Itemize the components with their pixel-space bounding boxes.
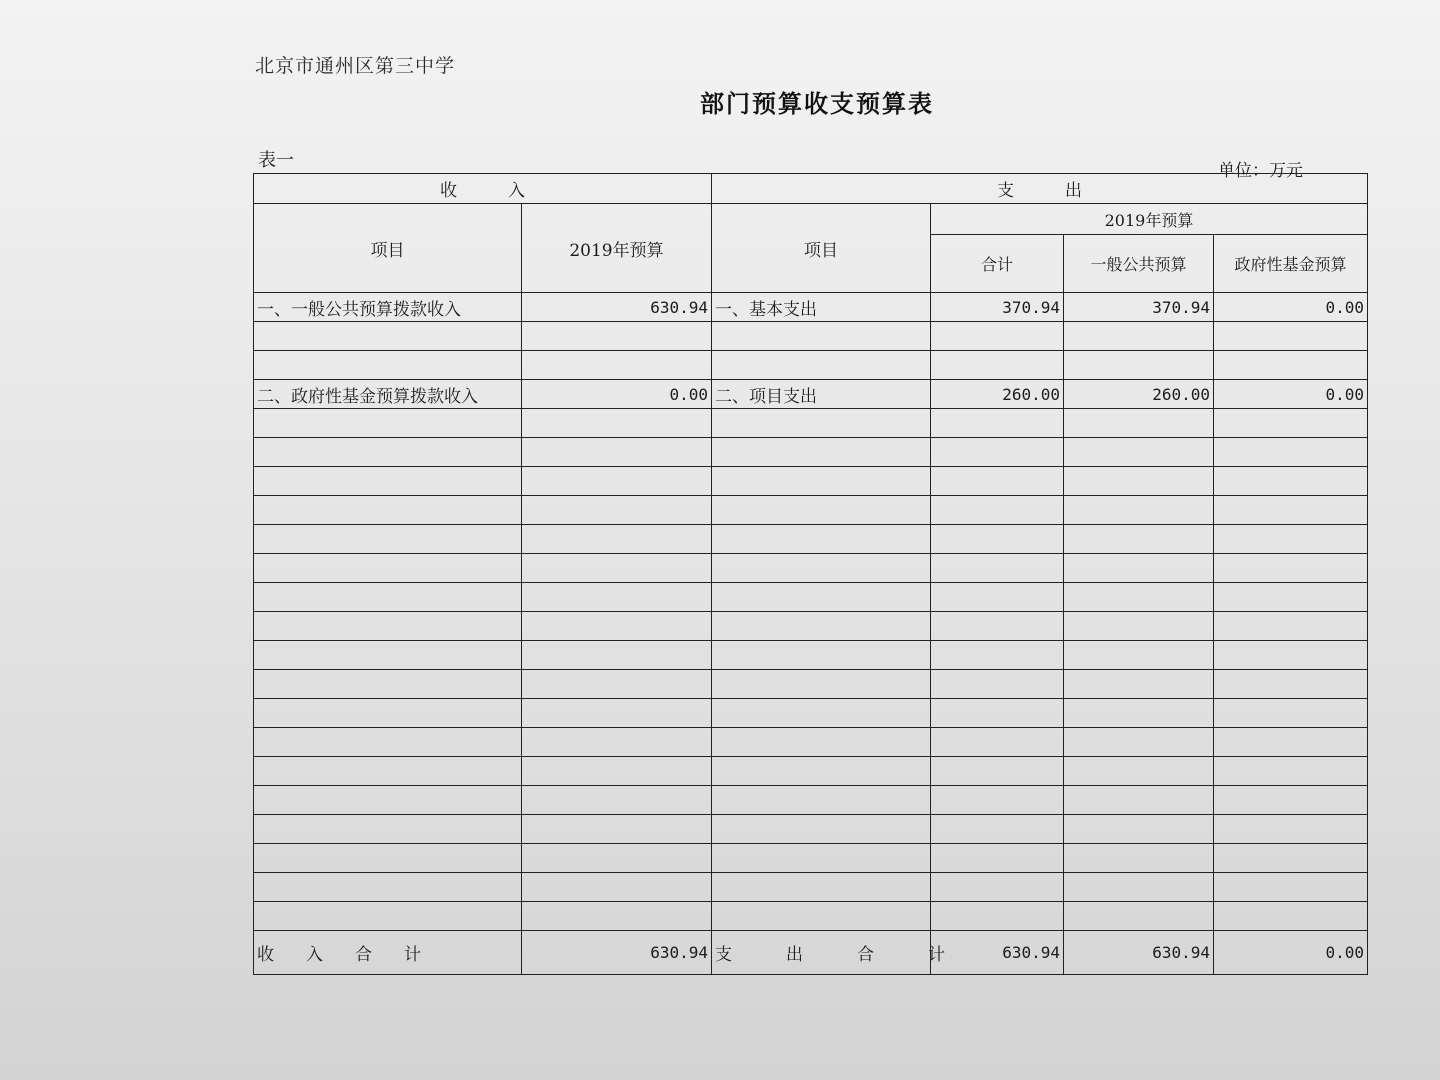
expense-section-header: 支 出	[712, 174, 1368, 204]
expense-general-total-value: 630.94	[1064, 931, 1214, 975]
expense-item-cell	[712, 728, 931, 757]
income-budget-cell	[522, 844, 712, 873]
expense-total-cell	[931, 322, 1064, 351]
expense-general-cell	[1064, 612, 1214, 641]
expense-general-cell	[1064, 728, 1214, 757]
expense-fund-cell	[1214, 699, 1368, 728]
table-row	[254, 873, 1368, 902]
income-budget-cell	[522, 786, 712, 815]
expense-general-cell	[1064, 351, 1214, 380]
expense-item-cell	[712, 525, 931, 554]
income-budget-cell	[522, 670, 712, 699]
income-item-cell	[254, 728, 522, 757]
table-row	[254, 438, 1368, 467]
income-item-cell: 一、一般公共预算拨款收入	[254, 293, 522, 322]
expense-item-cell	[712, 873, 931, 902]
expense-fund-cell	[1214, 322, 1368, 351]
expense-total-cell	[931, 554, 1064, 583]
expense-item-cell	[712, 844, 931, 873]
expense-fund-cell	[1214, 351, 1368, 380]
expense-total-label: 支出合计	[712, 931, 931, 975]
income-budget-cell	[522, 409, 712, 438]
table-row	[254, 699, 1368, 728]
income-budget-cell	[522, 902, 712, 931]
expense-general-cell	[1064, 322, 1214, 351]
expense-general-cell	[1064, 670, 1214, 699]
expense-item-header: 项目	[712, 204, 931, 293]
expense-total-cell	[931, 670, 1064, 699]
income-item-cell	[254, 322, 522, 351]
expense-item-cell	[712, 496, 931, 525]
expense-fund-cell	[1214, 815, 1368, 844]
table-row	[254, 380, 1368, 409]
income-item-cell	[254, 467, 522, 496]
organization-name: 北京市通州区第三中学	[255, 55, 456, 77]
expense-fund-cell	[1214, 728, 1368, 757]
table-row	[254, 612, 1368, 641]
table-row	[254, 583, 1368, 612]
income-item-cell	[254, 670, 522, 699]
expense-total-cell	[931, 815, 1064, 844]
expense-fund-cell	[1214, 525, 1368, 554]
expense-fund-cell	[1214, 467, 1368, 496]
income-budget-cell: 630.94	[522, 293, 712, 322]
expense-fund-cell	[1214, 844, 1368, 873]
income-item-cell: 二、政府性基金预算拨款收入	[254, 380, 522, 409]
income-budget-cell	[522, 351, 712, 380]
expense-item-cell	[712, 554, 931, 583]
expense-total-cell	[931, 902, 1064, 931]
income-section-header: 收 入	[254, 174, 712, 204]
expense-fund-total-value: 0.00	[1214, 931, 1368, 975]
income-item-header: 项目	[254, 204, 522, 293]
income-total-label: 收入合计	[254, 931, 522, 975]
table-row	[254, 322, 1368, 351]
table-row	[254, 786, 1368, 815]
expense-fund-cell	[1214, 757, 1368, 786]
table-row	[254, 351, 1368, 380]
expense-total-cell	[931, 525, 1064, 554]
expense-fund-cell	[1214, 496, 1368, 525]
expense-general-cell	[1064, 873, 1214, 902]
budget-table	[253, 173, 1368, 975]
expense-general-cell	[1064, 844, 1214, 873]
document-title: 部门预算收支预算表	[700, 89, 934, 118]
table-row	[254, 670, 1368, 699]
income-item-cell	[254, 583, 522, 612]
expense-fund-cell: 0.00	[1214, 293, 1368, 322]
expense-total-cell	[931, 728, 1064, 757]
expense-fund-cell	[1214, 554, 1368, 583]
expense-general-cell	[1064, 641, 1214, 670]
expense-total-cell	[931, 467, 1064, 496]
table-row	[254, 554, 1368, 583]
expense-item-cell	[712, 467, 931, 496]
expense-item-cell: 一、基本支出	[712, 293, 931, 322]
expense-general-cell	[1064, 815, 1214, 844]
totals-row	[254, 931, 1368, 975]
expense-total-cell: 260.00	[931, 380, 1064, 409]
income-budget-cell	[522, 699, 712, 728]
income-budget-cell	[522, 467, 712, 496]
expense-general-cell	[1064, 554, 1214, 583]
expense-fund-cell	[1214, 612, 1368, 641]
expense-item-cell	[712, 351, 931, 380]
expense-general-cell	[1064, 786, 1214, 815]
expense-general-header: 一般公共预算	[1064, 235, 1214, 293]
expense-total-cell	[931, 612, 1064, 641]
expense-general-cell	[1064, 467, 1214, 496]
expense-item-cell	[712, 699, 931, 728]
expense-fund-cell	[1214, 583, 1368, 612]
expense-item-cell	[712, 902, 931, 931]
expense-fund-cell	[1214, 786, 1368, 815]
unit-label: 单位：万元	[1218, 161, 1303, 181]
income-budget-cell	[522, 728, 712, 757]
income-budget-cell	[522, 525, 712, 554]
expense-total-cell	[931, 641, 1064, 670]
table-number: 表一	[258, 150, 294, 171]
income-budget-header: 2019年预算	[522, 204, 712, 293]
expense-item-cell	[712, 815, 931, 844]
expense-total-value: 630.94	[931, 931, 1064, 975]
income-budget-cell	[522, 815, 712, 844]
income-budget-cell	[522, 873, 712, 902]
expense-total-cell	[931, 438, 1064, 467]
income-item-cell	[254, 641, 522, 670]
expense-total-cell	[931, 844, 1064, 873]
expense-general-cell	[1064, 525, 1214, 554]
income-budget-cell: 0.00	[522, 380, 712, 409]
income-item-cell	[254, 438, 522, 467]
income-budget-cell	[522, 438, 712, 467]
income-budget-cell	[522, 612, 712, 641]
expense-fund-header: 政府性基金预算	[1214, 235, 1368, 293]
expense-total-cell	[931, 351, 1064, 380]
table-row	[254, 525, 1368, 554]
expense-item-cell	[712, 583, 931, 612]
expense-fund-cell	[1214, 438, 1368, 467]
income-budget-cell	[522, 583, 712, 612]
expense-fund-cell	[1214, 670, 1368, 699]
income-item-cell	[254, 351, 522, 380]
expense-fund-cell	[1214, 902, 1368, 931]
expense-total-cell: 370.94	[931, 293, 1064, 322]
expense-general-cell	[1064, 757, 1214, 786]
table-row	[254, 293, 1368, 322]
expense-item-cell	[712, 438, 931, 467]
expense-item-cell	[712, 786, 931, 815]
table-row	[254, 409, 1368, 438]
income-item-cell	[254, 844, 522, 873]
income-budget-cell	[522, 496, 712, 525]
expense-item-cell	[712, 409, 931, 438]
expense-general-cell	[1064, 438, 1214, 467]
table-row	[254, 815, 1368, 844]
expense-total-cell	[931, 409, 1064, 438]
income-item-cell	[254, 496, 522, 525]
expense-item-cell: 二、项目支出	[712, 380, 931, 409]
expense-item-cell	[712, 757, 931, 786]
income-budget-cell	[522, 757, 712, 786]
expense-item-cell	[712, 670, 931, 699]
income-item-cell	[254, 873, 522, 902]
expense-budget-group-header: 2019年预算	[931, 204, 1368, 235]
expense-total-cell	[931, 583, 1064, 612]
table-row	[254, 641, 1368, 670]
table-row	[254, 467, 1368, 496]
expense-total-cell	[931, 496, 1064, 525]
expense-general-cell: 260.00	[1064, 380, 1214, 409]
expense-general-cell	[1064, 902, 1214, 931]
expense-total-cell	[931, 699, 1064, 728]
expense-total-cell	[931, 757, 1064, 786]
income-item-cell	[254, 815, 522, 844]
income-total-value: 630.94	[522, 931, 712, 975]
income-budget-cell	[522, 641, 712, 670]
column-header-row	[254, 204, 1368, 235]
expense-item-cell	[712, 641, 931, 670]
income-item-cell	[254, 902, 522, 931]
income-item-cell	[254, 525, 522, 554]
table-row	[254, 728, 1368, 757]
income-item-cell	[254, 786, 522, 815]
expense-general-cell	[1064, 409, 1214, 438]
expense-item-cell	[712, 612, 931, 641]
expense-fund-cell	[1214, 873, 1368, 902]
expense-item-cell	[712, 322, 931, 351]
section-header-row	[254, 174, 1368, 204]
expense-general-cell	[1064, 583, 1214, 612]
table-row	[254, 844, 1368, 873]
expense-general-cell	[1064, 699, 1214, 728]
expense-fund-cell: 0.00	[1214, 380, 1368, 409]
income-item-cell	[254, 612, 522, 641]
expense-total-cell	[931, 786, 1064, 815]
table-row	[254, 757, 1368, 786]
income-budget-cell	[522, 322, 712, 351]
income-item-cell	[254, 554, 522, 583]
income-item-cell	[254, 757, 522, 786]
table-row	[254, 902, 1368, 931]
income-item-cell	[254, 409, 522, 438]
expense-general-cell: 370.94	[1064, 293, 1214, 322]
expense-total-cell	[931, 873, 1064, 902]
expense-general-cell	[1064, 496, 1214, 525]
income-budget-cell	[522, 554, 712, 583]
table-row	[254, 496, 1368, 525]
expense-total-header: 合计	[931, 235, 1064, 293]
income-item-cell	[254, 699, 522, 728]
expense-fund-cell	[1214, 641, 1368, 670]
expense-fund-cell	[1214, 409, 1368, 438]
